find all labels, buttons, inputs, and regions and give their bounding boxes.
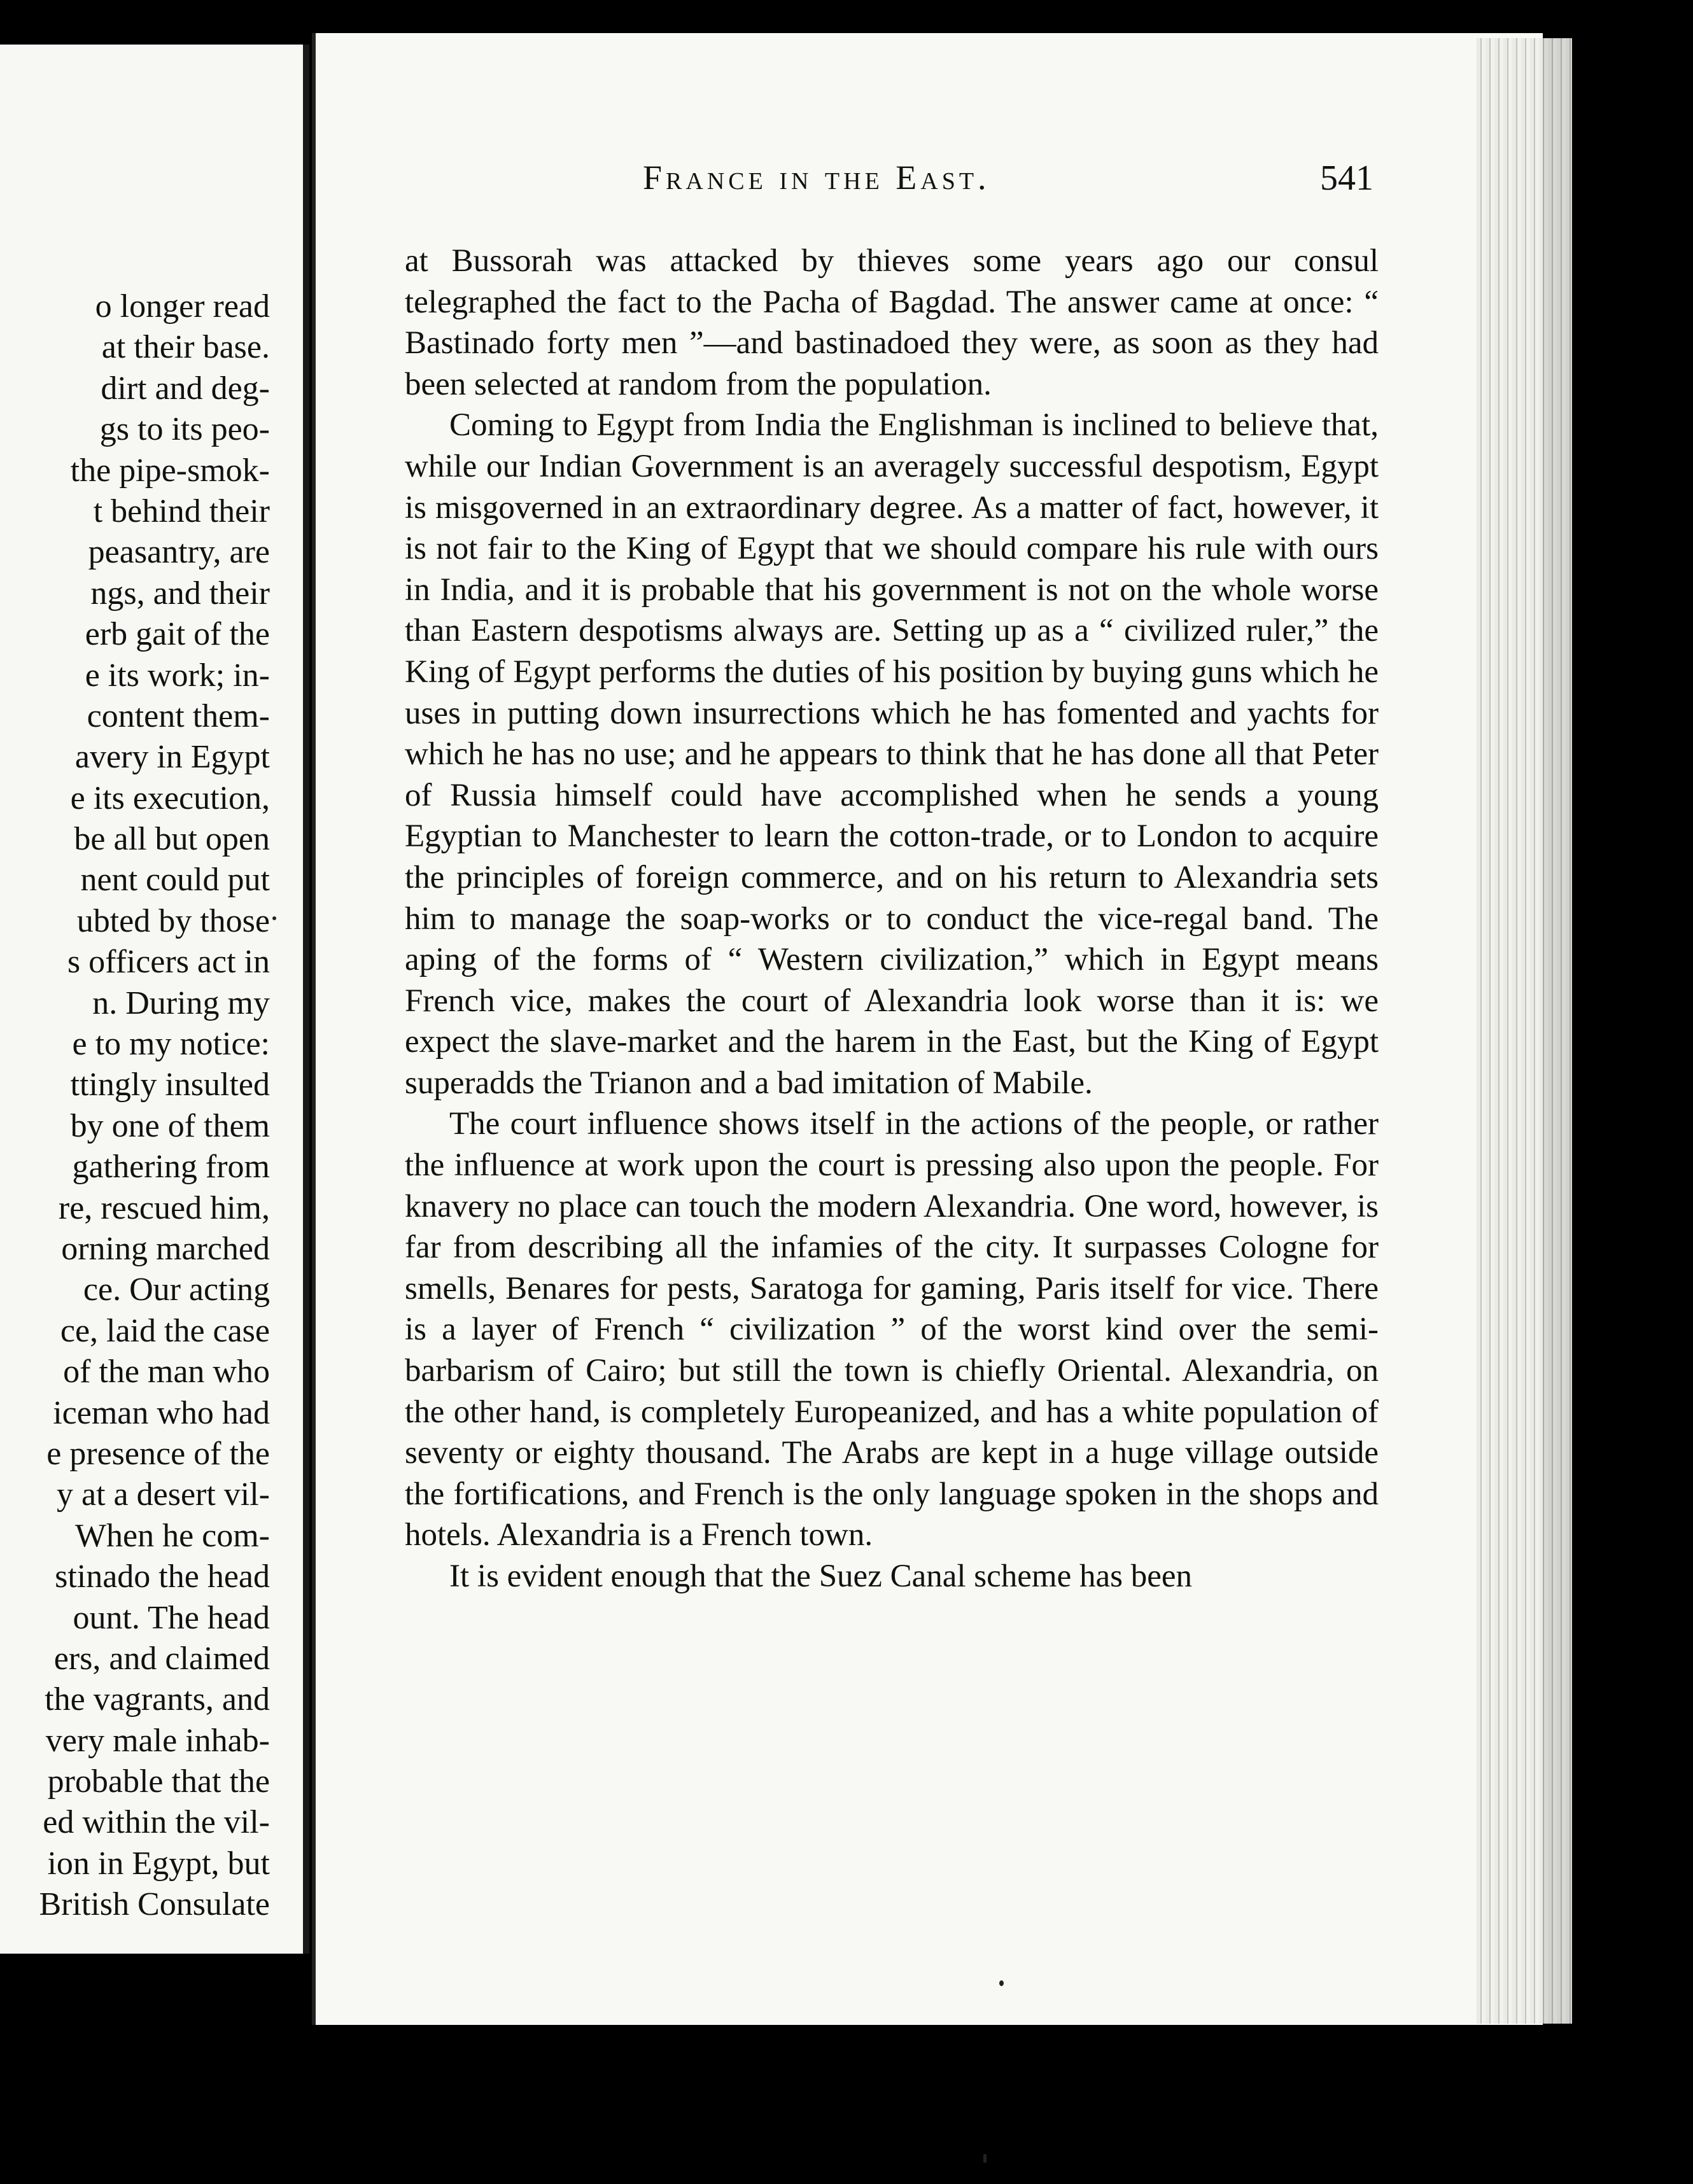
left-page-line: at their base. bbox=[101, 329, 270, 366]
left-page-line: ttingly insulted bbox=[70, 1067, 270, 1103]
left-page-line: nent could put bbox=[80, 862, 270, 899]
left-page-line: probable that the bbox=[47, 1763, 270, 1800]
left-page-line: e to my notice: bbox=[72, 1026, 270, 1063]
left-page-line: content them- bbox=[87, 697, 270, 734]
left-page-line: e its work; in- bbox=[85, 657, 270, 694]
paragraph-1: at Bussorah was attacked by thieves some years ago our consul telegraphed the fact to the Pacha of Bagdad. The answer came at once: “ Bastinado forty men ”—and bastinadoed they were, as soon as they had been selected at random from the population. bbox=[405, 243, 1379, 402]
left-facing-page bbox=[0, 45, 309, 1954]
left-page-line: s officers act in bbox=[67, 944, 270, 981]
paragraph-4: It is evident enough that the Suez Canal scheme has been bbox=[449, 1558, 1192, 1594]
left-page-line: o longer read bbox=[95, 288, 270, 325]
left-page-line: avery in Egypt bbox=[74, 739, 270, 776]
page-header bbox=[643, 158, 1373, 202]
page-body bbox=[405, 241, 1379, 1597]
left-page-line: ion in Egypt, but bbox=[47, 1845, 270, 1882]
left-page-line: re, rescued him, bbox=[58, 1189, 270, 1226]
left-page-line: the pipe-smok- bbox=[70, 452, 270, 489]
left-page-line: When he com- bbox=[74, 1517, 270, 1554]
left-page-line: dirt and deg- bbox=[101, 370, 270, 407]
left-page-line: peasantry, are bbox=[88, 534, 270, 571]
ink-speck bbox=[983, 2154, 987, 2163]
left-page-line: very male inhab- bbox=[45, 1722, 270, 1759]
left-page-line: iceman who had bbox=[53, 1394, 270, 1431]
left-page-line: y at a desert vil- bbox=[57, 1476, 270, 1513]
left-page-line: gathering from bbox=[72, 1149, 270, 1186]
left-page-line: erb gait of the bbox=[85, 616, 270, 653]
left-page-line: by one of them bbox=[70, 1107, 270, 1144]
paragraph-3: The court influence shows itself in the actions of the people, or rather the influence at work upon the court is pressing also upon the people. For knavery no place can touch the modern Alexandria. One word, however, is far from describing all the infamies of the city. It surpasses Cologne for smells, Benares for pests, Saratoga for gaming, Paris itself for vice. There is a layer of French “ civilization ” of the worst kind over the semi-barbarism of Cairo; but still the town is chiefly Oriental. Alexandria, on the other hand, is completely Europeanized, and has a white population of seventy or eighty thousand. The Arabs are kept in a huge village outside the fortifications, and French is the only language spoken in the shops and hotels. Alexandria is a French town. bbox=[405, 1106, 1379, 1553]
paragraph-2: Coming to Egypt from India the Englishman is inclined to believe that, while our Indian Government is an averagely successful despotism, Egypt is misgoverned in an extraordinary degree. As a matter of fact, however, it is not fair to the King of Egypt that we should compare his rule with ours in India, and it is probable that his government is not on the whole worse than Eastern despotisms always are. Setting up as a “ civilized ruler,” the King of Egypt performs the duties of his position by buying guns which he uses in putting down insurrections which he has fomented and yachts for which he has no use; and he appears to think that he has done all that Peter of Russia himself could have accomplished when he sends a young Egyptian to Manchester to learn the cotton-trade, or to London to acquire the principles of foreign commerce, and on his return to Alexandria sets him to manage the soap-works or to conduct the vice-regal band. The aping of the forms of “ Western civilization,” which in Egypt means French vice, makes the court of Alexandria look worse than it is: we expect the slave-market and the harem in the East, but the King of Egypt superadds the Trianon and a bad imitation of Mabile. bbox=[405, 407, 1379, 1101]
left-page-line: n. During my bbox=[92, 984, 270, 1021]
left-page-line: ed within the vil- bbox=[43, 1804, 270, 1841]
running-head: France in the East. bbox=[643, 158, 990, 197]
left-page-line: of the man who bbox=[63, 1354, 270, 1390]
left-page-line: ount. The head bbox=[73, 1599, 270, 1636]
left-page-line: ers, and claimed bbox=[53, 1640, 270, 1677]
ink-speck bbox=[272, 916, 276, 920]
left-page-text bbox=[39, 286, 270, 1926]
page-number: 541 bbox=[1320, 158, 1373, 198]
left-page-line: ce, laid the case bbox=[60, 1312, 270, 1349]
left-page-line: stinado the head bbox=[55, 1558, 270, 1595]
left-page-line: ce. Our acting bbox=[83, 1271, 270, 1308]
left-page-line: ngs, and their bbox=[90, 575, 270, 612]
left-page-line: the vagrants, and bbox=[45, 1681, 270, 1718]
ink-speck bbox=[999, 1980, 1004, 1986]
left-page-line: ubted by those bbox=[76, 902, 270, 939]
left-page-line: e presence of the bbox=[46, 1435, 270, 1472]
left-page-line: British Consulate bbox=[39, 1886, 270, 1923]
page-edges bbox=[1477, 38, 1572, 2024]
left-page-line: gs to its peo- bbox=[99, 411, 270, 448]
left-page-line: orning marched bbox=[61, 1230, 270, 1267]
left-page-line: t behind their bbox=[93, 493, 270, 529]
left-page-line: be all but open bbox=[74, 821, 270, 858]
left-page-line: e its execution, bbox=[70, 780, 270, 816]
